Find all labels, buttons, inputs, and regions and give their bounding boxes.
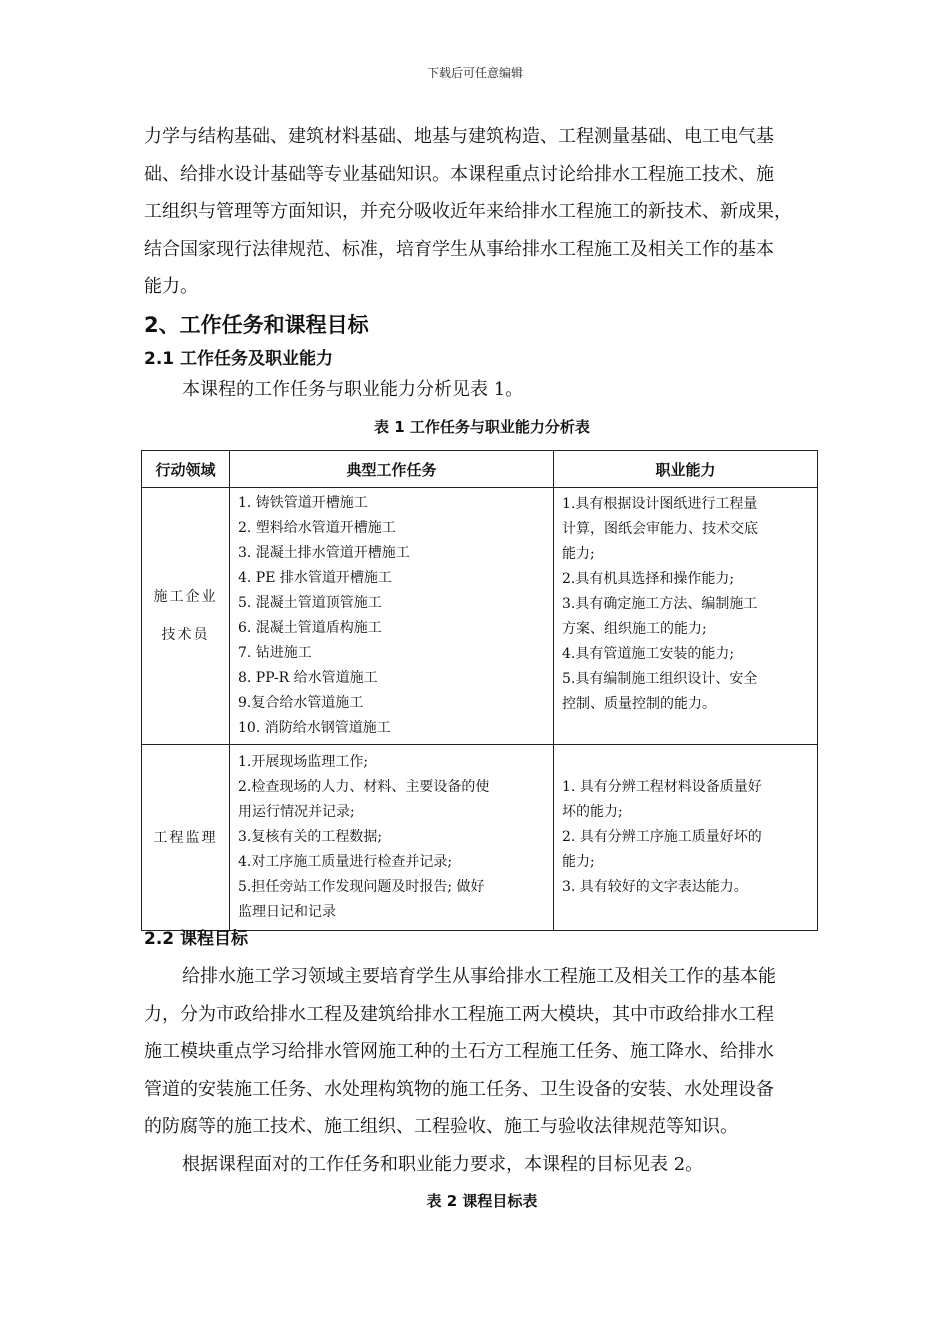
task-item: 9.复合给水管道施工	[238, 695, 364, 711]
task-item: 3. 混凝土排水管道开槽施工	[238, 545, 410, 561]
intro-line: 工组织与管理等方面知识，并充分吸收近年来给排水工程施工的新技术、新成果，	[144, 201, 792, 222]
table1-reference-paragraph: 本课程的工作任务与职业能力分析见表 1。	[182, 378, 524, 400]
ability-line: 能力;	[562, 854, 595, 870]
task-item: 2. 塑料给水管道开槽施工	[238, 520, 396, 536]
section-heading-2: 2、工作任务和课程目标	[144, 312, 369, 337]
goals-line: 力，分为市政给排水工程及建筑给排水工程施工两大模块，其中市政给排水工程	[144, 1003, 774, 1025]
goals-line: 施工模块重点学习给排水管网施工种的土石方工程施工任务、施工降水、给排水	[144, 1041, 774, 1062]
ability-line: 2. 具有分辨工序施工质量好坏的	[562, 829, 762, 845]
subsection-heading-2-1: 2.1 工作任务及职业能力	[144, 348, 334, 369]
task-item: 4. PE 排水管道开槽施工	[238, 570, 392, 586]
goals-line: 给排水施工学习领域主要培育学生从事给排水工程施工及相关工作的基本能	[182, 966, 776, 987]
goals-line: 根据课程面对的工作任务和职业能力要求，本课程的目标见表 2。	[182, 1153, 704, 1175]
header-typical-tasks: 典型工作任务	[230, 451, 554, 488]
ability-line: 计算，图纸会审能力、技术交底	[562, 521, 758, 537]
course-goals-section	[144, 926, 820, 1215]
task-item: 1.开展现场监理工作;	[238, 754, 369, 770]
role-line: 工程监理	[153, 829, 218, 846]
task-ability-table	[141, 450, 818, 931]
task-item: 2.检查现场的人力、材料、主要设备的使	[238, 779, 490, 795]
table1-caption: 表 1 工作任务与职业能力分析表	[374, 417, 590, 436]
ability-line: 3. 具有较好的文字表达能力。	[562, 879, 748, 895]
task-item: 3.复核有关的工程数据;	[238, 829, 383, 845]
page-header: 下载后可任意编辑	[426, 66, 523, 80]
intro-line: 力学与结构基础、建筑材料基础、地基与建筑构造、工程测量基础、电工电气基	[144, 126, 774, 147]
role-line: 技术员	[161, 627, 210, 643]
task-item: 用运行情况并记录;	[238, 804, 355, 820]
task-item: 8. PP-R 给水管道施工	[238, 670, 378, 686]
task-item: 5.担任旁站工作发现问题及时报告; 做好	[238, 879, 485, 895]
goals-paragraph	[144, 958, 820, 1183]
role-cell	[142, 488, 230, 745]
ability-line: 5.具有编制施工组织设计、安全	[562, 671, 758, 687]
intro-section	[144, 118, 820, 442]
ability-line: 2.具有机具选择和操作能力;	[562, 571, 735, 587]
goals-line: 管道的安装施工任务、水处理构筑物的施工任务、卫生设备的安装、水处理设备	[144, 1078, 774, 1100]
ability-line: 4.具有管道施工安装的能力;	[562, 646, 735, 662]
goals-line: 的防腐等的施工技术、施工组织、工程验收、施工与验收法律规范等知识。	[144, 1116, 738, 1137]
task-item: 5. 混凝土管道顶管施工	[238, 595, 382, 611]
task-item: 监理日记和记录	[238, 904, 336, 920]
ability-line: 1. 具有分辨工程材料设备质量好	[562, 779, 762, 795]
task-item: 4.对工序施工质量进行检查并记录;	[238, 854, 453, 870]
task-item: 7. 钻进施工	[238, 645, 312, 661]
table-header-row	[142, 451, 818, 488]
ability-line: 能力;	[562, 546, 595, 562]
tasks-cell	[230, 745, 554, 931]
table2-caption: 表 2 课程目标表	[426, 1192, 538, 1210]
table-row	[142, 488, 818, 745]
task-item: 10. 消防给水钢管道施工	[238, 720, 391, 736]
ability-line: 3.具有确定施工方法、编制施工	[562, 596, 758, 612]
tasks-cell	[230, 488, 554, 745]
subsection-heading-2-2: 2.2 课程目标	[144, 929, 249, 949]
intro-line: 础、给排水设计基础等专业基础知识。本课程重点讨论给排水工程施工技术、施	[144, 163, 774, 185]
header-abilities: 职业能力	[554, 451, 818, 488]
role-cell	[142, 745, 230, 931]
task-item: 6. 混凝土管道盾构施工	[238, 620, 382, 636]
intro-line: 能力。	[144, 276, 198, 297]
ability-line: 1.具有根据设计图纸进行工程量	[562, 496, 758, 512]
ability-line: 坏的能力;	[562, 804, 623, 820]
task-item: 1. 铸铁管道开槽施工	[238, 495, 368, 511]
intro-paragraph	[144, 118, 820, 306]
ability-line: 方案、组织施工的能力;	[562, 621, 707, 637]
abilities-cell	[554, 488, 818, 745]
table-row	[142, 745, 818, 931]
header-action-field: 行动领域	[142, 451, 230, 488]
intro-line: 结合国家现行法律规范、标准，培育学生从事给排水工程施工及相关工作的基本	[144, 238, 774, 260]
role-line: 施工企业	[153, 589, 218, 605]
ability-line: 控制、质量控制的能力。	[562, 696, 716, 712]
abilities-cell	[554, 745, 818, 931]
